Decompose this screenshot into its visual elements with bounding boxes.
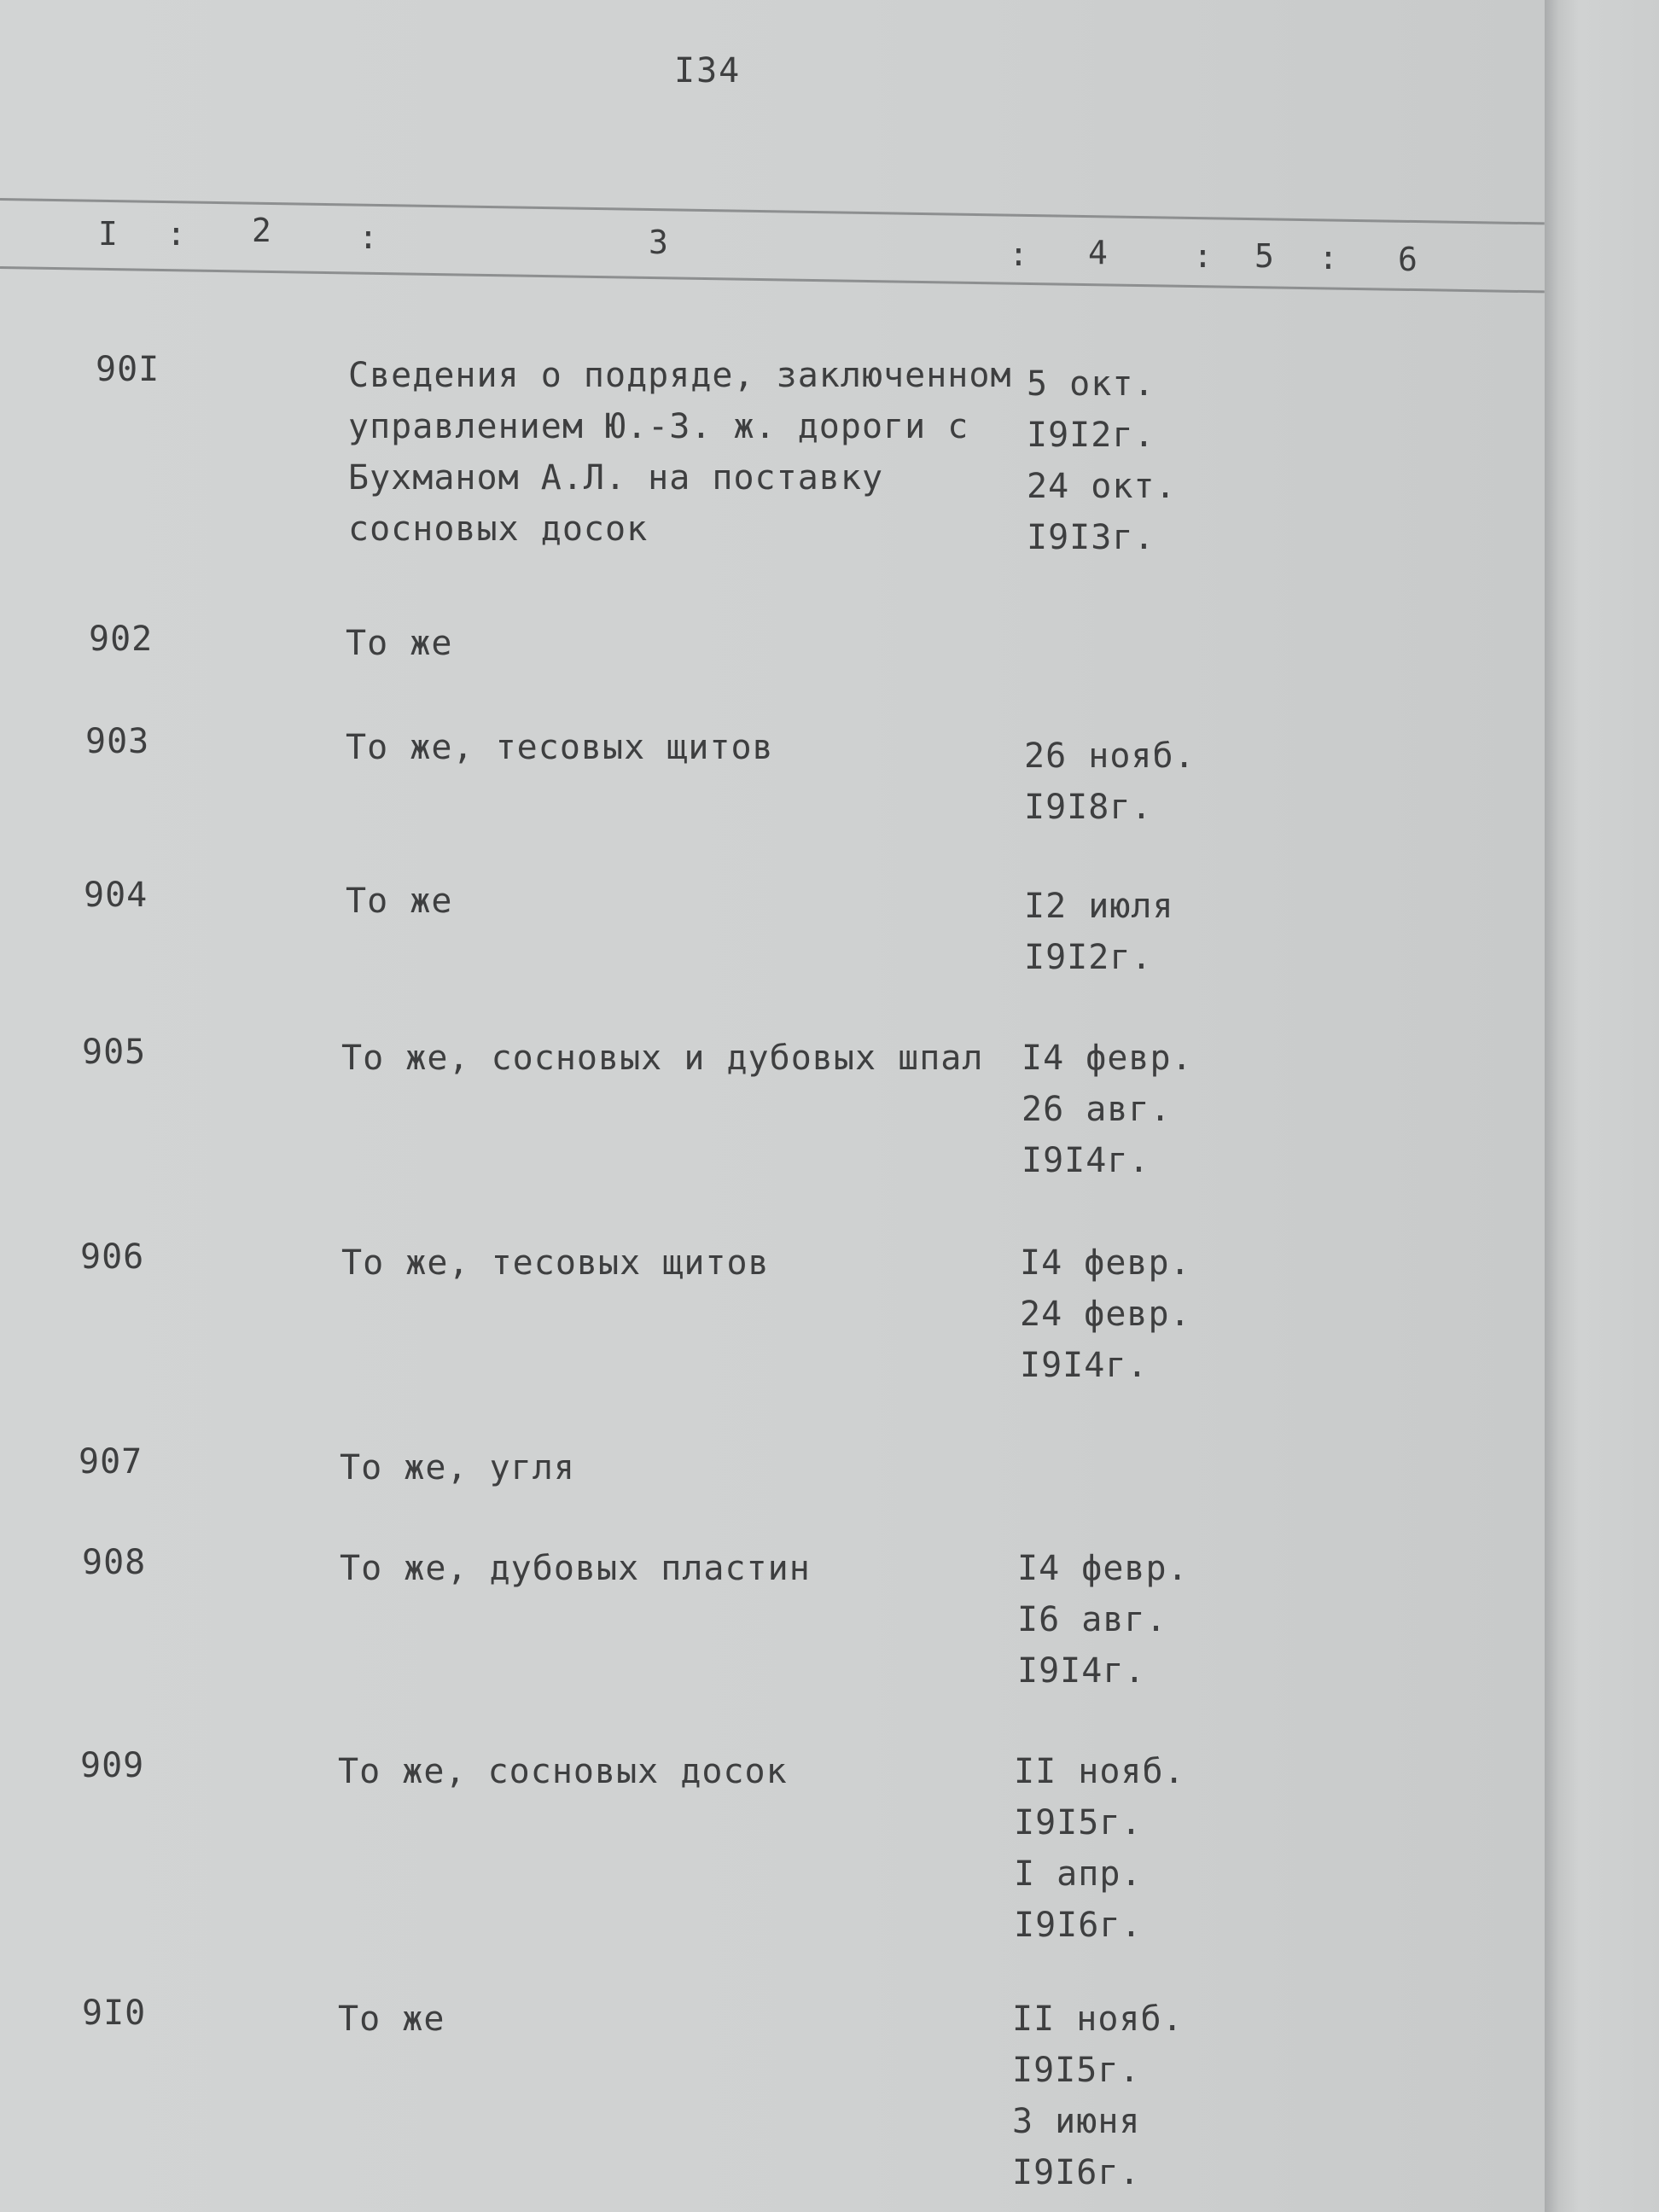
header-rule-top: [0, 198, 1545, 224]
row-title: То же: [346, 882, 453, 921]
column-separator: :: [166, 215, 186, 253]
row-dates: [1020, 1237, 1191, 1391]
column-header-1: I: [98, 215, 118, 253]
row-date: I9I4г.: [1017, 1651, 1146, 1691]
row-title: То же, сосновых досок: [338, 1752, 788, 1791]
column-separator: :: [1318, 239, 1338, 276]
row-dates: [1014, 1746, 1185, 1951]
row-date: I9I5г.: [1014, 1803, 1143, 1842]
row-date: I6 авг.: [1017, 1600, 1167, 1639]
row-date: I9I2г.: [1027, 416, 1155, 455]
column-header-5: 5: [1254, 237, 1274, 275]
row-date: I9I3г.: [1027, 518, 1155, 557]
row-dates: [1027, 358, 1177, 563]
row-number: 908: [82, 1543, 147, 1582]
row-date: 26 нояб.: [1024, 736, 1196, 776]
page-number: I34: [674, 51, 742, 90]
row-title: То же: [346, 624, 453, 663]
row-date: I4 февр.: [1017, 1549, 1189, 1588]
row-date: I9I5г.: [1012, 2051, 1141, 2090]
row-number: 904: [84, 876, 148, 915]
row-date: II нояб.: [1014, 1752, 1185, 1791]
header-rule-bottom: [0, 266, 1545, 293]
row-dates: [1017, 1543, 1189, 1697]
row-title: То же, дубовых пластин: [340, 1549, 811, 1588]
row-title: То же, тесовых щитов: [346, 728, 774, 767]
row-date: I9I2г.: [1024, 938, 1153, 977]
column-separator: :: [1193, 237, 1213, 275]
row-date: I4 февр.: [1020, 1243, 1191, 1283]
column-separator: :: [1009, 236, 1028, 273]
row-title: То же: [338, 2000, 445, 2039]
row-number: 906: [80, 1237, 145, 1277]
row-date: I9I6г.: [1012, 2153, 1141, 2192]
column-header-2: 2: [252, 212, 271, 249]
row-date: I9I8г.: [1024, 788, 1153, 827]
row-date: 5 окт.: [1027, 364, 1155, 404]
row-number: 9I0: [82, 1994, 147, 2033]
row-title: Сведения о подряде, заключенном управлением Ю.-З. ж. дороги с Бухманом А.Л. на поставку сосновых досок: [348, 356, 1012, 549]
row-number: 90I: [96, 350, 160, 389]
row-number: 905: [82, 1033, 147, 1072]
row-title: То же, сосновых и дубовых шпал: [341, 1039, 984, 1078]
row-title: То же, тесовых щитов: [341, 1243, 770, 1283]
row-date: 26 авг.: [1022, 1090, 1172, 1129]
row-dates: [1024, 881, 1174, 983]
page-edge: [1545, 0, 1659, 2212]
row-dates: [1012, 1994, 1184, 2198]
column-header-3: 3: [649, 224, 668, 261]
row-date: 3 июня: [1012, 2102, 1141, 2141]
row-number: 903: [85, 722, 150, 761]
row-date: I9I4г.: [1022, 1141, 1150, 1180]
row-number: 907: [79, 1442, 143, 1481]
row-number: 902: [89, 620, 154, 659]
row-date: I4 февр.: [1022, 1039, 1193, 1078]
column-header-6: 6: [1398, 241, 1417, 278]
column-header-4: 4: [1088, 234, 1108, 271]
row-title: То же, угля: [340, 1448, 575, 1487]
row-dates: [1024, 731, 1196, 833]
row-dates: [1022, 1033, 1193, 1186]
row-date: 24 февр.: [1020, 1295, 1191, 1334]
column-separator: :: [358, 218, 378, 256]
row-number: 909: [80, 1746, 145, 1785]
row-date: II нояб.: [1012, 2000, 1184, 2039]
row-date: I9I6г.: [1014, 1906, 1143, 1945]
row-date: 24 окт.: [1027, 467, 1177, 506]
row-date: I9I4г.: [1020, 1346, 1149, 1385]
row-date: I2 июля: [1024, 887, 1174, 926]
row-date: I апр.: [1014, 1854, 1143, 1894]
